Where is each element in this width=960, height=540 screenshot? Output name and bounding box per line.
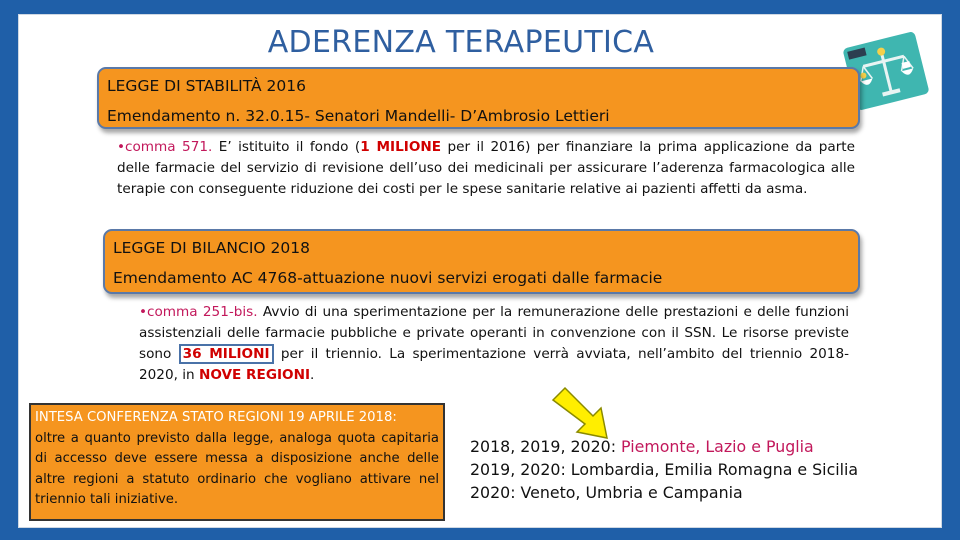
legge-stabilita-box xyxy=(97,67,860,129)
regioni-list xyxy=(470,435,930,504)
regioni-row-2018 xyxy=(470,435,930,458)
comma-571-text-b: per il 2016) per finanziare la prima applicazione da parte delle farmacie del servizio di revisione dell’uso dei medicinali per assicurare l’aderenza farmacologica alle terapie con conseguente riduzione dei costi per le spese sanitarie relative ai pazienti affetti da asma. xyxy=(117,139,855,197)
intesa-body: oltre a quanto previsto dalla legge, analoga quota capitaria di accesso deve essere messa a disposizione anche delle altre regioni a statuto ordinario che vogliano attivare nel triennio tali iniziative. xyxy=(35,430,439,507)
regioni-row-2018-names: Piemonte, Lazio e Puglia xyxy=(621,437,814,456)
intesa-header: INTESA CONFERENZA STATO REGIONI 19 APRILE 2018: xyxy=(35,410,397,425)
nove-regioni: NOVE REGIONI xyxy=(198,367,311,383)
legge-stabilita-title: LEGGE DI STABILITÀ 2016 xyxy=(107,77,306,95)
regioni-row-2020: 2020: Veneto, Umbria e Campania xyxy=(470,483,743,502)
comma-571-lead: •comma 571. xyxy=(117,139,213,155)
risorse-amount: 36 MILIONI xyxy=(179,344,274,364)
comma-251-text-a: Avvio di una sperimentazione per la remunerazione delle prestazioni e delle funzioni assistenziali delle farmacie pubbliche e private operanti in convenzione con il SSN. Le risorse previste sono xyxy=(139,304,849,362)
slide xyxy=(18,14,942,528)
legge-bilancio-title: LEGGE DI BILANCIO 2018 xyxy=(113,239,310,257)
emendamento-ac-4768: Emendamento AC 4768-attuazione nuovi servizi erogati dalle farmacie xyxy=(113,269,663,287)
comma-251-text-c: . xyxy=(310,367,315,383)
comma-571-paragraph xyxy=(117,137,855,200)
regioni-row-2019: 2019, 2020: Lombardia, Emilia Romagna e Sicilia xyxy=(470,460,859,479)
intesa-conferenza-box xyxy=(29,403,445,521)
comma-251-bis-paragraph xyxy=(139,302,849,386)
legge-bilancio-box xyxy=(103,229,860,294)
arrow-down-right-icon xyxy=(551,386,611,442)
regioni-row-2018-years: 2018, 2019, 2020: xyxy=(470,437,622,456)
emendamento-mandelli: Emendamento n. 32.0.15- Senatori Mandelli- D’Ambrosio Lettieri xyxy=(107,107,610,125)
comma-571-text-a: E’ istituito il fondo ( xyxy=(212,139,361,155)
fondo-amount: 1 MILIONE xyxy=(360,139,442,155)
comma-251-lead: •comma 251-bis. xyxy=(139,304,258,320)
comma-251-text-b: per il triennio. La sperimentazione verrà avviata, nell’ambito del triennio 2018-2020, in xyxy=(139,346,850,383)
page-title: ADERENZA TERAPEUTICA xyxy=(267,25,655,60)
